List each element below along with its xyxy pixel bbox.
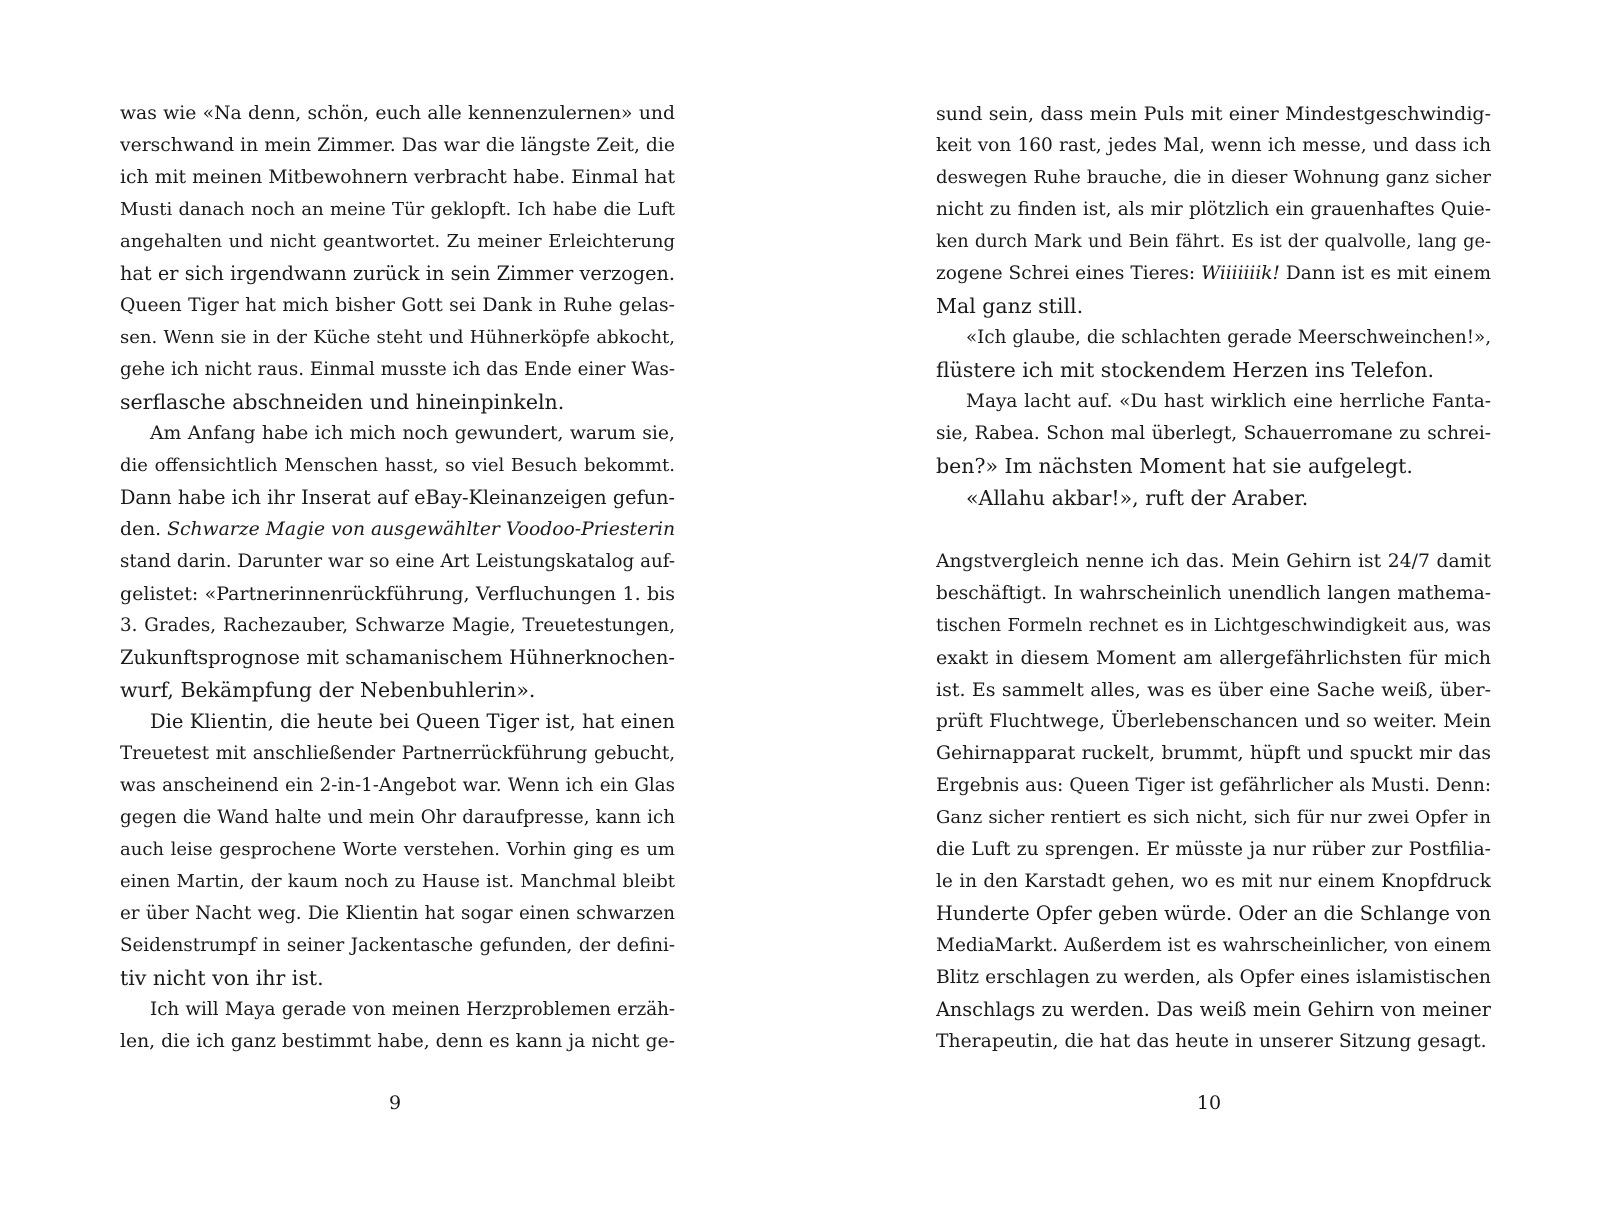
text-line: Am Anfang habe ich mich noch gewundert, warum sie, [150,423,675,444]
text-line: wurf, Bekämpfung der Nebenbuhlerin». [120,678,536,702]
text-line: Die Klientin, die heute bei Queen Tiger ist, hat einen [150,710,675,733]
text-line: Musti danach noch an meine Tür geklopft. Ich habe die Luft [120,199,675,220]
text-line: tiv nicht von ihr ist. [120,966,324,990]
text-line: beschäftigt. In wahrscheinlich unendlich langen mathema- [936,583,1491,604]
right-page [936,98,1491,1058]
text-line: Blitz erschlagen zu werden, als Opfer eines islamistischen [936,967,1491,988]
text-run: Dann ist es mit einem [1279,263,1491,284]
text-line: ben?» Im nächsten Moment hat sie aufgelegt. [936,454,1413,478]
text-line: «Allahu akbar!», ruft der Araber. [966,486,1309,510]
text-line: exakt in diesem Moment am allergefährlichsten für mich [936,647,1491,669]
text-line: die offensichtlich Menschen hasst, so viel Besuch bekommt. [120,455,675,476]
page-number-right: 10 [1196,1092,1222,1114]
text-line: 3. Grades, Rachezauber, Schwarze Magie, Treuetestungen, [120,615,675,636]
text-line: serflasche abschneiden und hineinpinkeln. [120,390,565,414]
text-line: sen. Wenn sie in der Küche steht und Hühnerköpfe abkocht, [120,327,675,348]
text-line: sie, Rabea. Schon mal überlegt, Schauerromane zu schrei- [936,423,1491,444]
text-line: MediaMarkt. Außerdem ist es wahrscheinlicher, von einem [936,935,1491,956]
text-line: Therapeutin, die hat das heute in unserer Sitzung gesagt. [936,1031,1487,1052]
text-line: le in den Karstadt gehen, wo es mit nur einem Knopfdruck [936,871,1491,892]
text-line [120,514,675,546]
text-line: gelistet: «Partnerinnenrückführung, Verfluchungen 1. bis [120,583,675,605]
text-line: Dann habe ich ihr Inserat auf eBay-Kleinanzeigen gefun- [120,486,675,509]
text-line: angehalten und nicht geantwortet. Zu meiner Erleichterung [120,231,675,252]
text-line: was wie «Na denn, schön, euch alle kennenzulernen» und [120,103,675,124]
text-line: ken durch Mark und Bein fährt. Es ist der qualvolle, lang ge- [936,232,1491,252]
text-line: «Ich glaube, die schlachten gerade Meerschweinchen!», [966,327,1491,348]
text-line: stand darin. Darunter war so eine Art Leistungskatalog auf- [120,551,675,572]
text-line: gegen die Wand halte und mein Ohr daraufpresse, kann ich [120,807,675,828]
text-line: Zukunftsprognose mit schamanischem Hühnerknochen- [120,646,675,669]
text-line: verschwand in mein Zimmer. Das war die längste Zeit, die [120,135,675,156]
text-line: deswegen Ruhe brauche, die in dieser Wohnung ganz sicher [936,167,1491,188]
text-run: zogene Schrei eines Tieres: [936,263,1202,284]
text-line: nicht zu finden ist, als mir plötzlich ein grauenhaftes Quie- [936,199,1491,220]
text-line: prüft Fluchtwege, Überlebenschancen und so weiter. Mein [936,711,1491,732]
section-break [936,514,1491,546]
text-line: gehe ich nicht raus. Einmal musste ich das Ende einer Was- [120,359,675,380]
text-line: sund sein, dass mein Puls mit einer Mindestgeschwindig- [936,103,1491,125]
page-number-left: 9 [388,1092,402,1114]
text-line: ist. Es sammelt alles, was es über eine Sache weiß, über- [936,679,1491,701]
text-line: flüstere ich mit stockendem Herzen ins Telefon. [936,358,1435,382]
text-run: den. [120,519,168,540]
text-line: Ganz sicher rentiert es sich nicht, sich für nur zwei Opfer in [936,807,1491,828]
text-line: Hunderte Opfer geben würde. Oder an die Schlange von [936,902,1491,925]
left-page [120,98,675,1058]
italic-exclamation: Wiiiiiiik! [1201,263,1280,284]
text-line: er über Nacht weg. Die Klientin hat sogar einen schwarzen [120,903,675,924]
text-line: auch leise gesprochene Worte verstehen. Vorhin ging es um [120,839,675,860]
text-line: keit von 160 rast, jedes Mal, wenn ich messe, und dass ich [936,135,1491,156]
text-line: Ergebnis aus: Queen Tiger ist gefährlicher als Musti. Denn: [936,775,1491,796]
text-line: Seidenstrumpf in seiner Jackentasche gefunden, der defini- [120,935,675,956]
text-line: Treuetest mit anschließender Partnerrückführung gebucht, [120,743,675,764]
text-line: die Luft zu sprengen. Er müsste ja nur rüber zur Postfilia- [936,839,1491,860]
text-line: len, die ich ganz bestimmt habe, denn es kann ja nicht ge- [120,1031,675,1052]
text-line: Queen Tiger hat mich bisher Gott sei Dank in Ruhe gelas- [120,295,675,316]
text-line: Mal ganz still. [936,294,1084,318]
text-line: hat er sich irgendwann zurück in sein Zimmer verzogen. [120,262,675,285]
text-line: Angstvergleich nenne ich das. Mein Gehirn ist 24/7 damit [936,551,1491,572]
text-line: tischen Formeln rechnet es in Lichtgeschwindigkeit aus, was [936,616,1491,636]
text-line: was anscheinend ein 2-in-1-Angebot war. Wenn ich ein Glas [120,775,675,796]
text-line: Gehirnapparat ruckelt, brummt, hüpft und spuckt mir das [936,743,1491,764]
text-line: Ich will Maya gerade von meinen Herzproblemen erzäh- [150,999,675,1020]
text-line: Maya lacht auf. «Du hast wirklich eine herrliche Fanta- [966,391,1491,412]
text-line: einen Martin, der kaum noch zu Hause ist. Manchmal bleibt [120,871,675,892]
text-line: Anschlags zu werden. Das weiß mein Gehirn von meiner [936,998,1491,1021]
text-line: ich mit meinen Mitbewohnern verbracht habe. Einmal hat [120,167,675,188]
italic-title: Schwarze Magie von ausgewählter Voodoo-Priesterin [167,519,675,540]
text-line [936,258,1491,290]
